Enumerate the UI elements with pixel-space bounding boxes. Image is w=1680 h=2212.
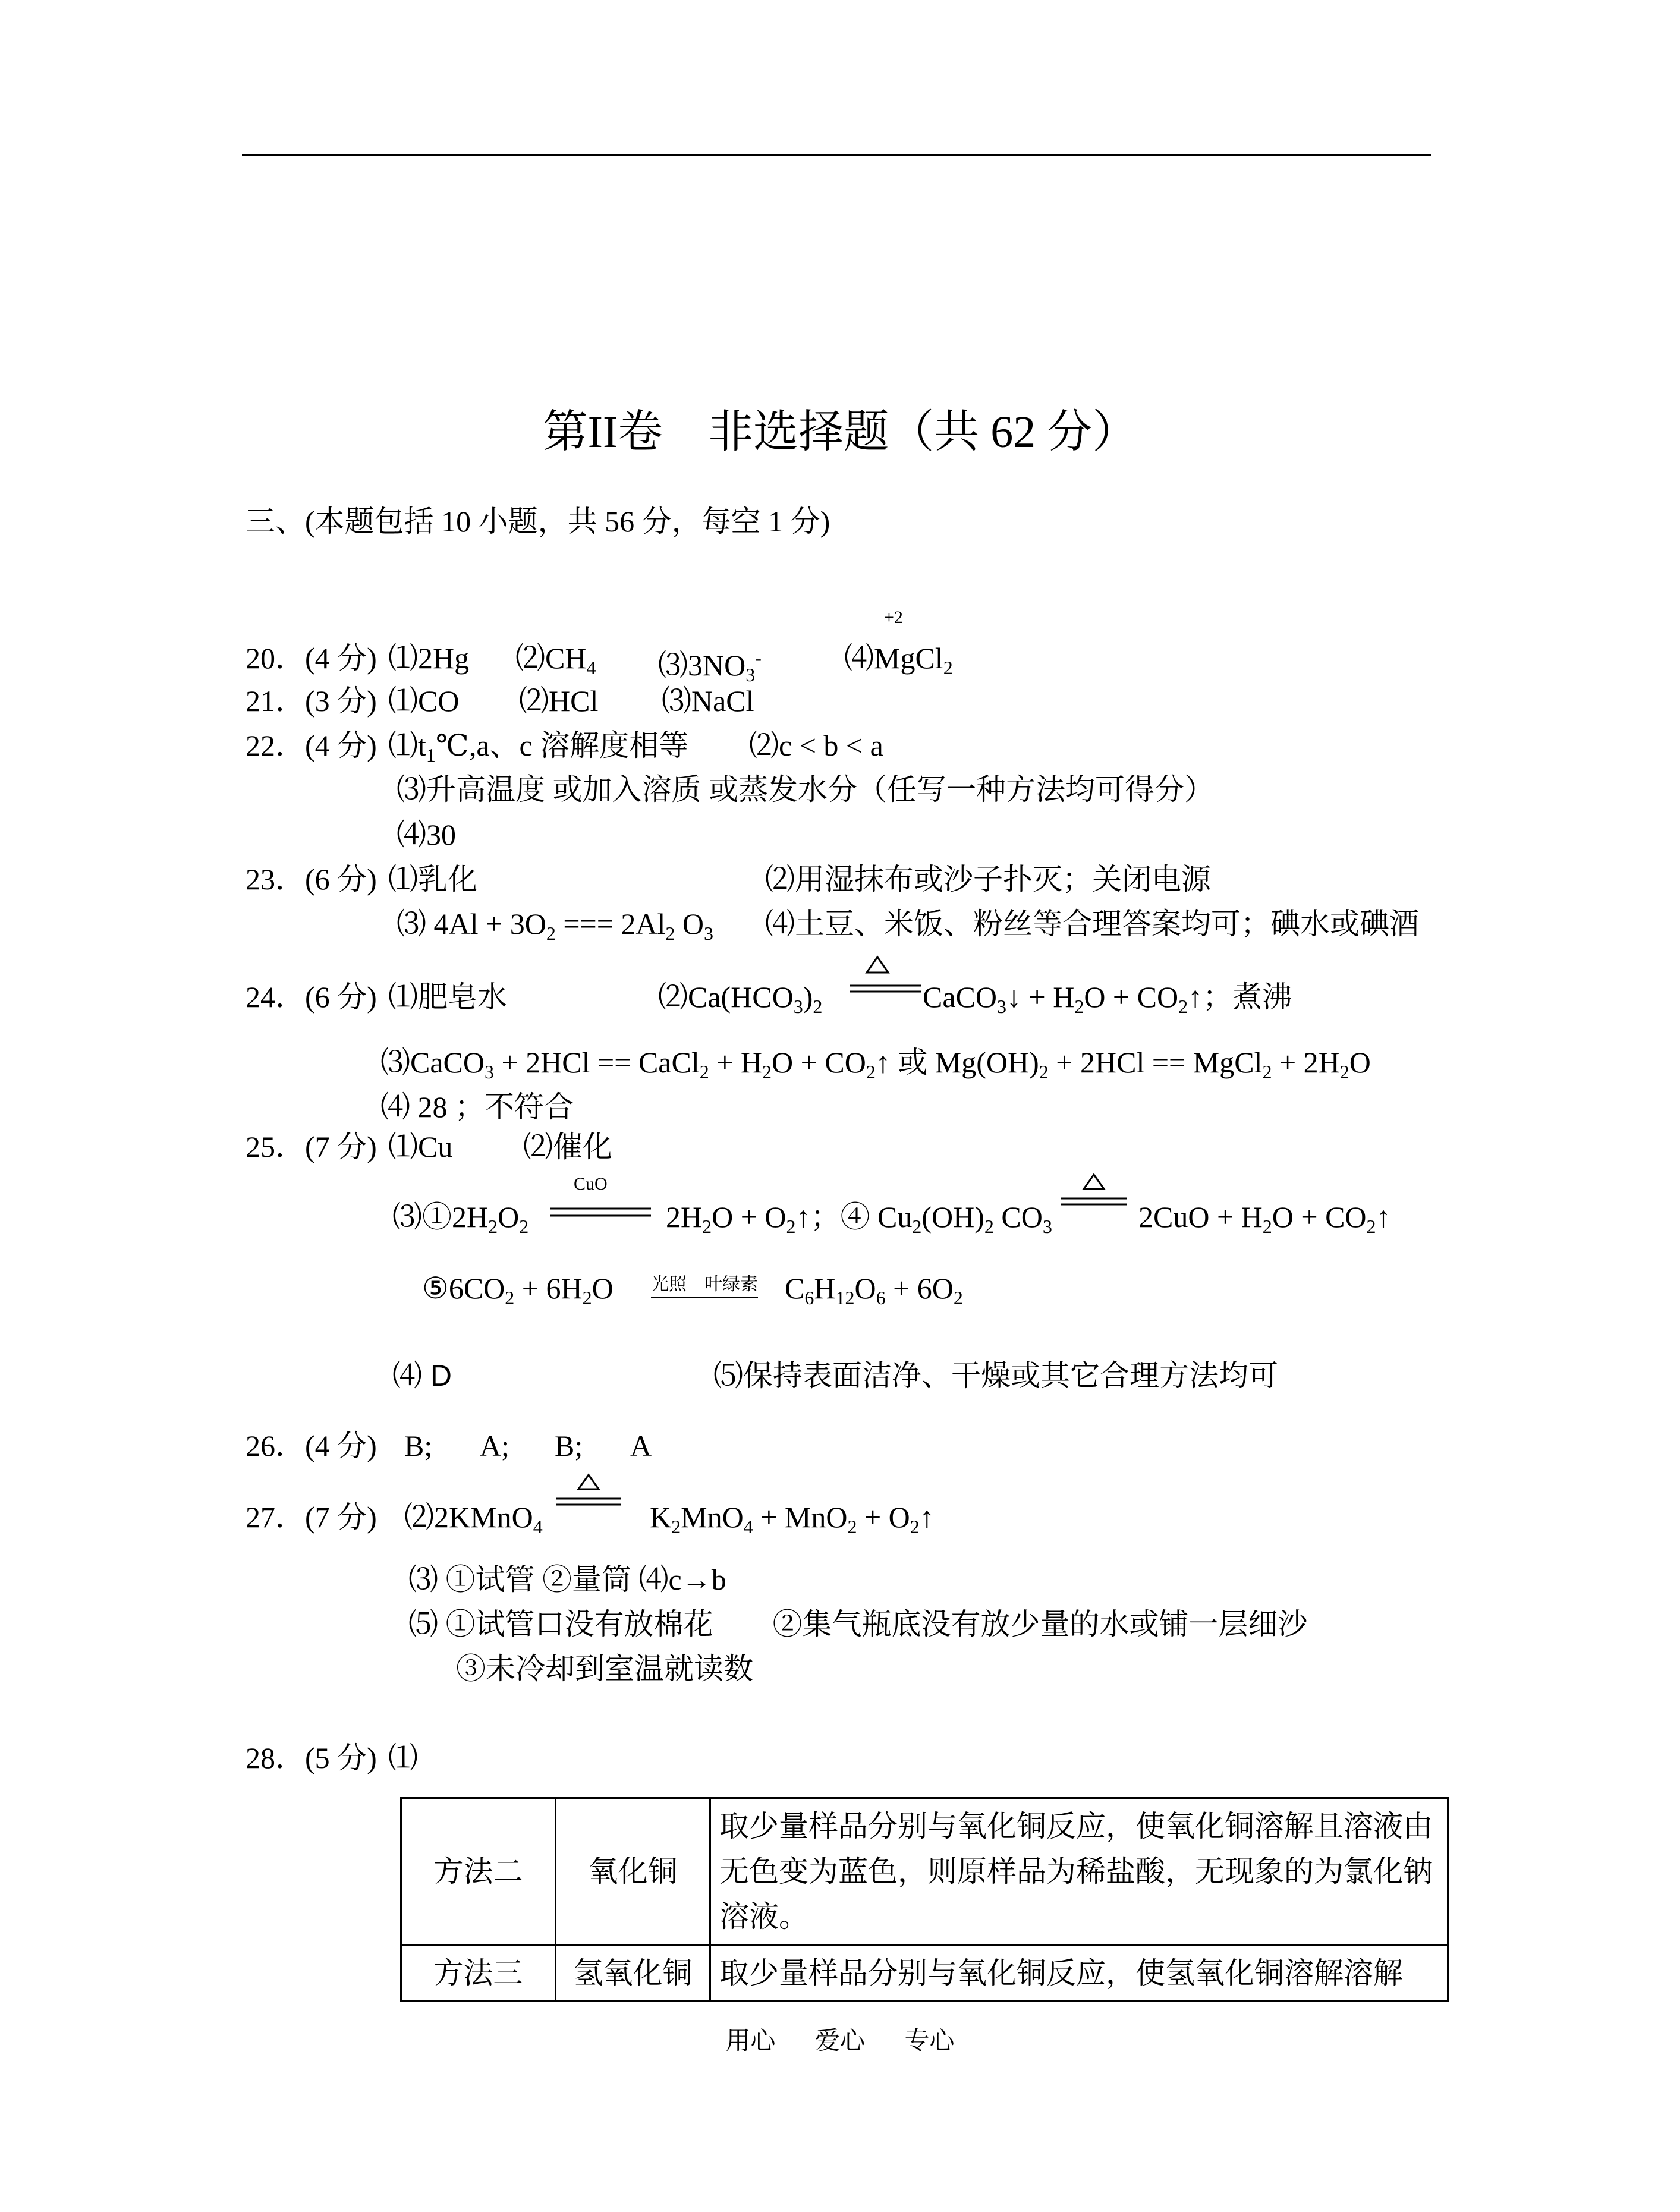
q25-equation-1-left: $⑶①2H_2O_2$ — [392, 1200, 529, 1237]
q28-number: 28．(5 分) — [246, 1741, 377, 1774]
q21-answer-2: ⑵HCl — [519, 684, 599, 718]
table-cell-description: 取少量样品分别与氧化铜反应，使氧化铜溶解且溶液由无色变为蓝色，则原样品为稀盐酸，无现象的为氯化钠溶液。 — [710, 1798, 1448, 1945]
q22-answer-3: ⑶升高温度 或加入溶质 或蒸发水分（任写一种方法均可得分） — [397, 773, 1214, 806]
heat-condition-icon — [1061, 1171, 1127, 1213]
q25-answer-1: ⑴Cu — [388, 1130, 453, 1163]
q23-answer-3: ⑶ $4Al + 3O_2$ === $2Al_2$ $O_3$ — [397, 907, 714, 944]
q20-answer-3: $⑶3NO_3^-$ — [658, 647, 762, 685]
q25-equation-3-right: $C_6H_{12}O_6 + 6O_2$ — [785, 1272, 963, 1308]
heat-condition-icon — [850, 952, 921, 1000]
q22-answer-4: ⑷30 — [397, 818, 456, 851]
q23-answer-2: ⑵用湿抹布或沙子扑灭；关闭电源 — [765, 863, 1211, 896]
table-cell-reagent: 氧化铜 — [556, 1798, 710, 1945]
q27-equation-right: $K_2MnO_4 + MnO_2$ + $O_2↑$ — [650, 1500, 935, 1537]
q24-equation-right: CaCO$_3$↓ + $H_2O$ + $CO_2↑$；煮沸 — [923, 980, 1292, 1017]
q27-equation-left: ⑵2KMnO$_4$ — [404, 1500, 543, 1537]
q21-answer-3: ⑶NaCl — [662, 684, 754, 718]
table-cell-method: 方法二 — [401, 1798, 556, 1945]
reaction-arrow — [550, 1204, 651, 1222]
q26-answer-2: A; — [480, 1429, 509, 1462]
table-row — [401, 1945, 1448, 2002]
q23-number: 23．(6 分) — [246, 863, 377, 896]
q23-answer-1: ⑴乳化 — [388, 863, 477, 896]
q27-number: 27．(7 分) — [246, 1500, 377, 1534]
q24-answer-4: ⑷ 28 ；不符合 — [380, 1090, 574, 1124]
header-rule — [242, 154, 1431, 156]
q21-number: 21．(3 分) — [246, 684, 377, 718]
q25-equation-2-right: $2CuO + H_2O$ + $CO_2↑$ — [1138, 1200, 1391, 1237]
q21-answer-1: ⑴CO — [388, 684, 460, 718]
q20-answer-4: ⑷MgCl$_2$ — [844, 641, 953, 678]
catalyst-label: CuO — [574, 1174, 608, 1194]
q25-answer-4: ⑷ D — [392, 1359, 452, 1392]
q25-number: 25．(7 分) — [246, 1130, 377, 1163]
section-heading: 三、(本题包括 10 小题，共 56 分，每空 1 分) — [246, 505, 830, 538]
q28-subpart: ⑴ — [388, 1741, 418, 1774]
q22-number: 22．(4 分) — [246, 729, 377, 762]
q26-number: 26．(4 分) — [246, 1429, 377, 1462]
photosynthesis-condition: 光照 叶绿素 — [651, 1269, 758, 1298]
table-cell-reagent: 氢氧化铜 — [556, 1945, 710, 2002]
q20-answer-1: ⑴2Hg — [388, 641, 470, 675]
footer-text: 用心 — [725, 2028, 776, 2055]
methods-table — [400, 1797, 1449, 2002]
footer-text: 专心 — [904, 2028, 955, 2055]
q25-answer-2: ⑵催化 — [523, 1130, 612, 1163]
table-cell-method: 方法三 — [401, 1945, 556, 2002]
q22-answer-2: ⑵c < b < a — [749, 729, 883, 762]
q27-answer-5b: ③未冷却到室温就读数 — [456, 1652, 753, 1685]
heat-condition-icon — [556, 1471, 621, 1513]
q25-equation-1-right: $2H_2O$ + $O_2↑$；④ $Cu_2(OH)_2$ $CO_3$ — [666, 1200, 1052, 1237]
table-cell-description: 取少量样品分别与氧化铜反应，使氢氧化铜溶解溶解 — [710, 1945, 1448, 2002]
q24-number: 24．(6 分) — [246, 980, 377, 1014]
q26-answer-3: B; — [555, 1429, 583, 1462]
q27-answer-3: ⑶ ①试管 ②量筒 ⑷c→b — [408, 1563, 726, 1596]
q27-answer-5a: ⑸ ①试管口没有放棉花 ②集气瓶底没有放少量的水或铺一层细沙 — [408, 1607, 1308, 1641]
q20-number: 20．(4 分) — [246, 641, 377, 675]
q24-equation-left: $⑵Ca(HCO_3)_2$ — [658, 980, 823, 1017]
valence-mark: +2 — [884, 608, 903, 627]
q23-answer-4: ⑷土豆、米饭、粉丝等合理答案均可；碘水或碘酒 — [765, 907, 1419, 940]
q24-answer-3: ⑶CaCO$_3$ + 2HCl == CaCl$_2$ + $H_2O$ + $CO_2↑$ 或 $Mg(OH)_2 + 2HCl$ == MgCl$_2$ + $2H_2O$ — [380, 1046, 1371, 1083]
q24-answer-1: ⑴肥皂水 — [388, 980, 507, 1014]
page-footer — [0, 2021, 1680, 2057]
q26-answer-1: B; — [404, 1429, 433, 1462]
page-title: 第II卷 非选择题（共 62 分） — [542, 407, 1138, 457]
q26-answer-4: A — [630, 1429, 652, 1462]
table-row — [401, 1798, 1448, 1945]
q25-equation-3-left: $⑤6CO_2 + 6H_2O$ — [422, 1272, 614, 1308]
q20-answer-2: $⑵CH_4$ — [515, 641, 596, 678]
q22-answer-1: $⑴t_1℃,a$、c 溶解度相等 — [388, 729, 689, 766]
footer-text: 爱心 — [814, 2028, 865, 2055]
q25-answer-5: ⑸保持表面洁净、干燥或其它合理方法均可 — [713, 1359, 1278, 1392]
